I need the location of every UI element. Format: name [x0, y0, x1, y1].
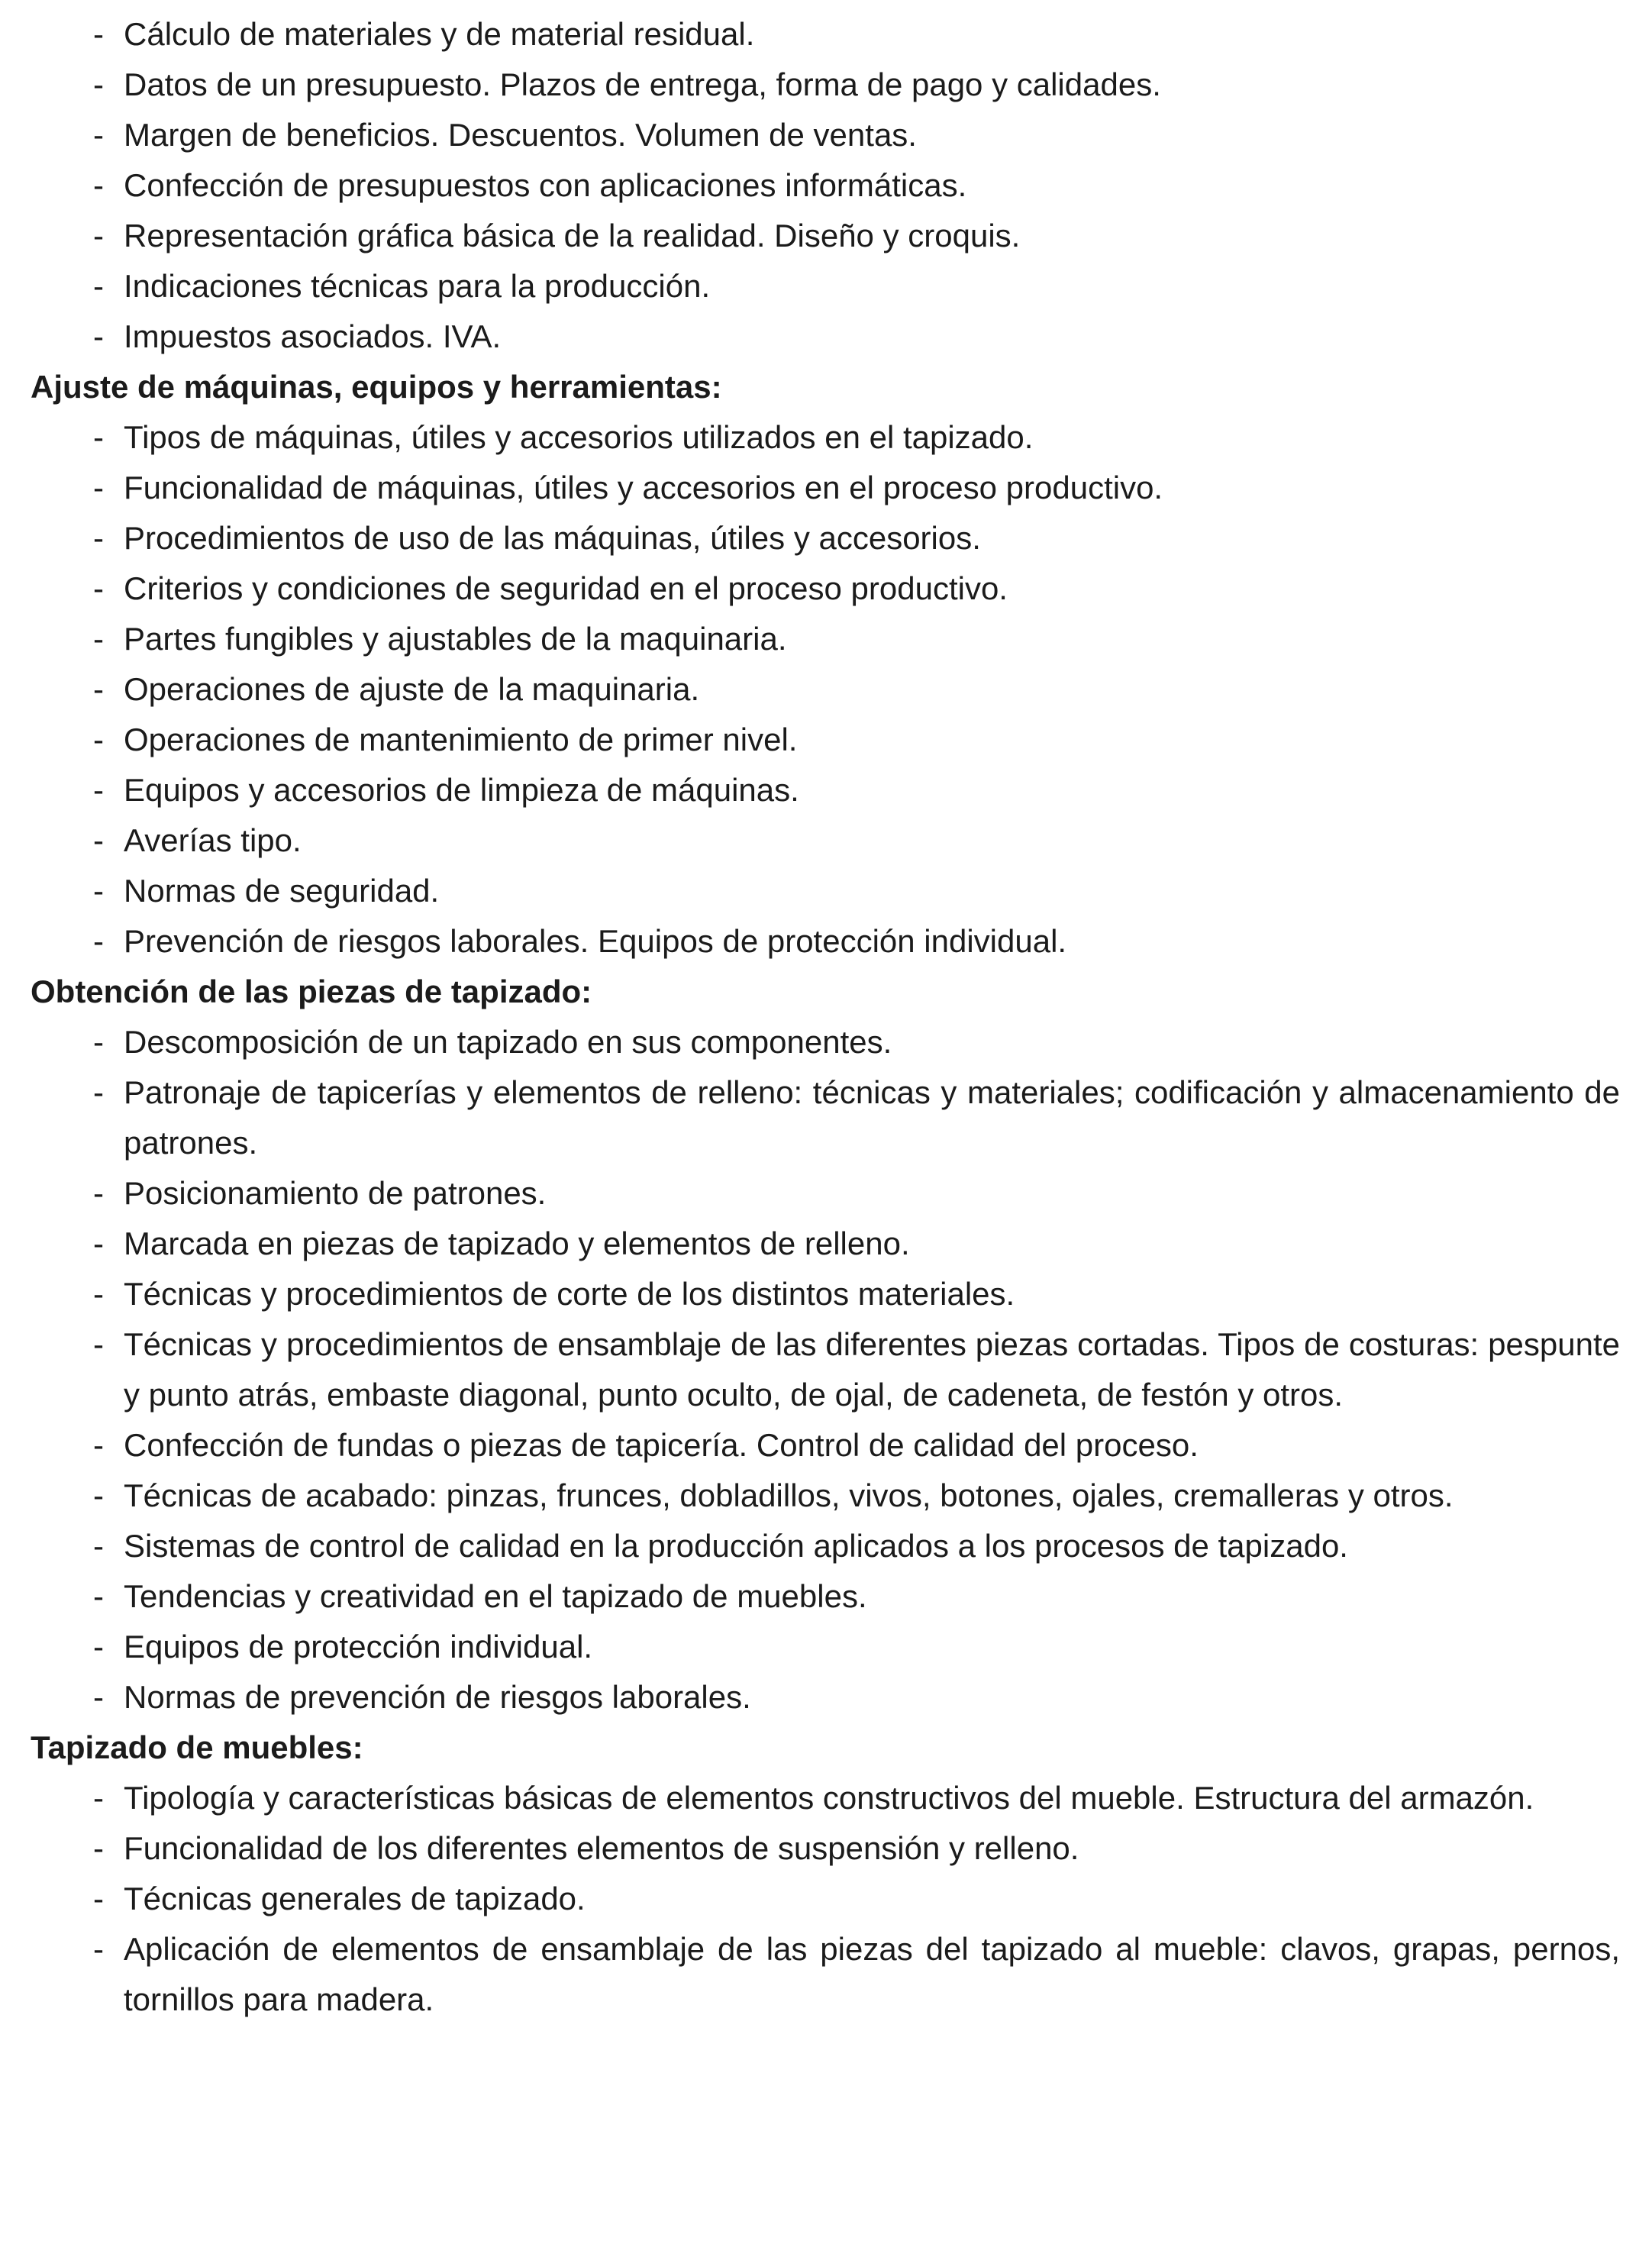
list-item-text: Sistemas de control de calidad en la producción aplicados a los procesos de tapizado.	[124, 1528, 1348, 1564]
list-item-text: Confección de fundas o piezas de tapicería. Control de calidad del proceso.	[124, 1427, 1199, 1463]
dash-bullet: -	[93, 470, 104, 505]
list-item-text: Procedimientos de uso de las máquinas, útiles y accesorios.	[124, 520, 981, 556]
list-item-text: Criterios y condiciones de seguridad en el proceso productivo.	[124, 570, 1008, 606]
list-item	[31, 1521, 1621, 1571]
list-item-text: Técnicas y procedimientos de ensamblaje de las diferentes piezas cortadas. Tipos de costuras: pespunte y punto atrás, embaste diagonal, punto oculto, de ojal, de cadeneta, de festón y otros.	[124, 1326, 1620, 1413]
list-item	[31, 1471, 1621, 1521]
list-item	[31, 1219, 1621, 1269]
dash-bullet: -	[93, 1024, 104, 1060]
list-item-text: Técnicas generales de tapizado.	[124, 1881, 586, 1916]
list-item-text: Aplicación de elementos de ensamblaje de las piezas del tapizado al mueble: clavos, grapas, pernos, tornillos para madera.	[124, 1931, 1620, 2017]
list-item-text: Operaciones de ajuste de la maquinaria.	[124, 671, 700, 707]
dash-bullet: -	[93, 1276, 104, 1312]
list-item	[31, 1269, 1621, 1319]
dash-bullet: -	[93, 822, 104, 858]
dash-bullet: -	[93, 1830, 104, 1866]
list-item	[31, 412, 1621, 463]
list-item-text: Tendencias y creatividad en el tapizado de muebles.	[124, 1578, 867, 1614]
list-item	[31, 261, 1621, 312]
list-item-text: Representación gráfica básica de la realidad. Diseño y croquis.	[124, 218, 1021, 253]
list-item	[31, 1168, 1621, 1219]
section-heading: Ajuste de máquinas, equipos y herramientas:	[31, 369, 722, 405]
list-item	[31, 1319, 1621, 1420]
list-item	[31, 715, 1621, 765]
list-item	[31, 312, 1621, 362]
dash-bullet: -	[93, 218, 104, 253]
list-item-text: Patronaje de tapicerías y elementos de relleno: técnicas y materiales; codificación y almacenamiento de patrones.	[124, 1074, 1620, 1161]
list-item	[31, 9, 1621, 60]
list-item-text: Marcada en piezas de tapizado y elementos de relleno.	[124, 1225, 910, 1261]
dash-bullet: -	[93, 1477, 104, 1513]
list-item	[31, 1017, 1621, 1067]
list-item	[31, 916, 1621, 967]
list-item-text: Técnicas de acabado: pinzas, frunces, dobladillos, vivos, botones, ojales, cremalleras y otros.	[124, 1477, 1454, 1513]
list-item	[31, 211, 1621, 261]
list-item	[31, 815, 1621, 866]
dash-bullet: -	[93, 1528, 104, 1564]
list-item-text: Prevención de riesgos laborales. Equipos de protección individual.	[124, 923, 1067, 959]
list-item	[31, 1773, 1621, 1823]
dash-bullet: -	[93, 520, 104, 556]
list-item	[31, 1571, 1621, 1622]
dash-bullet: -	[93, 1931, 104, 1967]
dash-bullet: -	[93, 1578, 104, 1614]
section-heading: Obtención de las piezas de tapizado:	[31, 974, 592, 1009]
list-item-text: Margen de beneficios. Descuentos. Volumen de ventas.	[124, 117, 917, 153]
list-item-text: Cálculo de materiales y de material residual.	[124, 16, 755, 52]
list-item	[31, 463, 1621, 513]
dash-bullet: -	[93, 1881, 104, 1916]
list-item	[31, 664, 1621, 715]
list-item	[31, 110, 1621, 160]
list-item-text: Descomposición de un tapizado en sus componentes.	[124, 1024, 892, 1060]
list-item-text: Normas de seguridad.	[124, 873, 440, 909]
dash-bullet: -	[93, 873, 104, 909]
dash-bullet: -	[93, 66, 104, 102]
list-item	[31, 614, 1621, 664]
list-item-text: Funcionalidad de los diferentes elementos de suspensión y relleno.	[124, 1830, 1079, 1866]
list-item	[31, 1420, 1621, 1471]
list-item-text: Datos de un presupuesto. Plazos de entrega, forma de pago y calidades.	[124, 66, 1161, 102]
list-item-text: Partes fungibles y ajustables de la maquinaria.	[124, 621, 787, 657]
dash-bullet: -	[93, 419, 104, 455]
list-item-text: Técnicas y procedimientos de corte de los distintos materiales.	[124, 1276, 1015, 1312]
list-item-text: Confección de presupuestos con aplicaciones informáticas.	[124, 167, 967, 203]
dash-bullet: -	[93, 1780, 104, 1816]
dash-bullet: -	[93, 772, 104, 808]
dash-bullet: -	[93, 318, 104, 354]
list-item	[31, 1874, 1621, 1924]
list-item-text: Operaciones de mantenimiento de primer nivel.	[124, 722, 798, 757]
list-item	[31, 513, 1621, 563]
dash-bullet: -	[93, 1679, 104, 1715]
list-item	[31, 60, 1621, 110]
list-item-text: Averías tipo.	[124, 822, 302, 858]
dash-bullet: -	[93, 1326, 104, 1362]
dash-bullet: -	[93, 1225, 104, 1261]
list-item-text: Impuestos asociados. IVA.	[124, 318, 502, 354]
dash-bullet: -	[93, 1629, 104, 1664]
list-item-text: Tipos de máquinas, útiles y accesorios utilizados en el tapizado.	[124, 419, 1034, 455]
section-heading: Tapizado de muebles:	[31, 1729, 363, 1765]
dash-bullet: -	[93, 167, 104, 203]
dash-bullet: -	[93, 621, 104, 657]
dash-bullet: -	[93, 117, 104, 153]
dash-bullet: -	[93, 16, 104, 52]
list-item	[31, 765, 1621, 815]
list-item	[31, 160, 1621, 211]
list-item	[31, 1924, 1621, 2025]
list-item	[31, 563, 1621, 614]
dash-bullet: -	[93, 1074, 104, 1110]
dash-bullet: -	[93, 923, 104, 959]
dash-bullet: -	[93, 722, 104, 757]
list-item-text: Equipos y accesorios de limpieza de máquinas.	[124, 772, 799, 808]
list-item	[31, 1622, 1621, 1672]
list-item-text: Indicaciones técnicas para la producción.	[124, 268, 711, 304]
list-item	[31, 866, 1621, 916]
dash-bullet: -	[93, 1175, 104, 1211]
list-item	[31, 1823, 1621, 1874]
list-item-text: Funcionalidad de máquinas, útiles y accesorios en el proceso productivo.	[124, 470, 1163, 505]
dash-bullet: -	[93, 570, 104, 606]
list-item-text: Posicionamiento de patrones.	[124, 1175, 547, 1211]
list-item-text: Normas de prevención de riesgos laborales.	[124, 1679, 751, 1715]
dash-bullet: -	[93, 1427, 104, 1463]
list-item	[31, 1672, 1621, 1723]
list-item-text: Tipología y características básicas de elementos constructivos del mueble. Estructura del armazón.	[124, 1780, 1534, 1816]
dash-bullet: -	[93, 671, 104, 707]
list-item	[31, 1067, 1621, 1168]
list-item-text: Equipos de protección individual.	[124, 1629, 593, 1664]
dash-bullet: -	[93, 268, 104, 304]
